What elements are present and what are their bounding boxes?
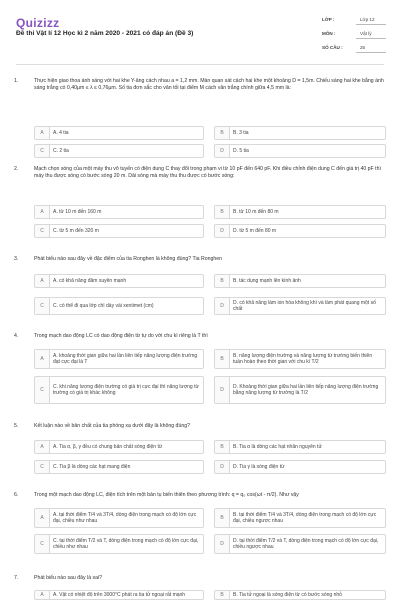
option-text: C. 2 tia [53, 147, 69, 154]
question-number: 2. [14, 166, 19, 172]
option-letter: A [35, 509, 50, 527]
option-d[interactable] [214, 297, 386, 315]
option-letter: D [215, 535, 230, 553]
option-c[interactable] [34, 534, 204, 554]
option-text: D. có khả năng làm ion hóa không khí và làm phát quang một số chất [233, 299, 376, 312]
option-d[interactable] [214, 460, 386, 474]
option-c[interactable] [34, 376, 204, 404]
option-letter: C [35, 461, 50, 473]
option-letter: D [215, 461, 230, 473]
option-text: B. Tia α là dòng các hạt nhân nguyên tử [233, 443, 322, 450]
option-text: D. 5 tia [233, 147, 249, 154]
worksheet-header [0, 0, 400, 70]
option-text: C. Tia β là dòng các hạt mang điện [53, 463, 131, 470]
option-c[interactable] [34, 224, 204, 238]
question-text: Phát biểu nào sau đây về đặc điểm của tia Ronghen là không đúng? Tia Ronghen [34, 256, 223, 262]
option-b[interactable] [214, 205, 386, 219]
option-letter: B [215, 206, 230, 218]
subject-value: Vật lý [360, 31, 372, 36]
count-value: 25 [360, 45, 366, 50]
option-text: A. từ 10 m đến 160 m [53, 208, 102, 215]
option-letter: D [215, 225, 230, 237]
question-number: 6. [14, 492, 19, 498]
option-letter: C [35, 377, 50, 403]
subject-label: MÔN : [322, 31, 336, 36]
subject-underline [356, 38, 386, 39]
option-text: D. từ 5 m đến 80 m [233, 227, 277, 234]
option-text: C. tại thời điểm T/2 và T, dòng điện trong mạch có độ lớn cực đại, chiều như nhau [53, 537, 199, 550]
option-a[interactable] [34, 274, 204, 288]
option-letter: A [35, 591, 50, 599]
option-a[interactable] [34, 508, 204, 528]
option-text: B. năng lượng điện trường và năng lượng từ trường biến thiên tuần hoàn theo thời gian với chu kì T/2 [233, 352, 373, 365]
option-text: B. tại thời điểm T/4 và 3T/4, dòng điện trong mạch có độ lớn cực đại, chiều ngược nhau [233, 511, 377, 524]
option-b[interactable] [214, 274, 386, 288]
option-d[interactable] [214, 144, 386, 158]
option-letter: B [215, 509, 230, 527]
question-number: 5. [14, 423, 19, 429]
question-number: 7. [14, 575, 19, 581]
header-divider [16, 64, 384, 65]
count-underline [356, 52, 386, 53]
option-text: D. tại thời điểm T/2 và T, dòng điện trong mạch có độ lớn cực đại, chiều ngược nhau [233, 537, 379, 550]
question-text: Trong mạch dao động LC có dao động điện từ tự do với chu kì riêng là T thì [34, 333, 208, 339]
count-label: SỐ CÂU : [322, 45, 343, 50]
option-text: D. Khoảng thời gian giữa hai lần liên tiếp năng lượng điện trường bằng năng lượng từ trường là T/2 [233, 383, 379, 396]
option-b[interactable] [214, 349, 386, 369]
option-d[interactable] [214, 376, 386, 404]
option-letter: B [215, 591, 230, 599]
option-letter: B [215, 275, 230, 287]
option-letter: C [35, 298, 50, 314]
option-text: B. Tia tử ngoại là sóng điện từ có bước sóng nhỏ [233, 591, 342, 598]
option-letter: C [35, 535, 50, 553]
option-b[interactable] [214, 508, 386, 528]
option-letter: C [35, 225, 50, 237]
option-text: B. tác dụng mạnh lên kính ảnh [233, 277, 301, 284]
option-letter: A [35, 127, 50, 139]
option-text: C. khi năng lượng điện trường có giá trị cực đại thì năng lượng từ trường có giá trị khác không [53, 383, 199, 396]
class-value: Lớp 12 [360, 17, 375, 22]
option-a[interactable] [34, 590, 204, 600]
option-letter: B [215, 441, 230, 453]
option-a[interactable] [34, 440, 204, 454]
option-a[interactable] [34, 349, 204, 369]
option-letter: B [215, 350, 230, 368]
option-letter: D [215, 377, 230, 403]
option-b[interactable] [214, 440, 386, 454]
option-a[interactable] [34, 205, 204, 219]
worksheet-title: Đề thi Vật lí 12 Học kì 2 năm 2020 - 2021 có đáp án (Đề 3) [16, 30, 194, 37]
question-number: 4. [14, 333, 19, 339]
class-label: LỚP : [322, 17, 335, 22]
option-c[interactable] [34, 460, 204, 474]
question-text: Phát biểu nào sau đây là sai? [34, 575, 103, 581]
option-letter: D [215, 145, 230, 157]
option-text: A. có khả năng đâm xuyên mạnh [53, 277, 127, 284]
option-text: D. Tia γ là sóng điện từ [233, 463, 285, 470]
option-letter: A [35, 206, 50, 218]
option-text: A. Vật có nhiệt độ trên 3000°C phát ra tia tử ngoại rất mạnh [53, 591, 186, 598]
option-text: C. từ 5 m đến 320 m [53, 227, 99, 234]
option-b[interactable] [214, 126, 386, 140]
question-number: 3. [14, 256, 19, 262]
option-letter: A [35, 441, 50, 453]
option-text: A. Tia α, β, γ đều có chung bản chất sóng điện từ [53, 443, 163, 450]
option-text: B. 3 tia [233, 129, 249, 136]
option-text: C. có thể đi qua lớp chì dày vài xentimet (cm) [53, 302, 154, 309]
option-letter: D [215, 298, 230, 314]
question-text: Kết luận nào về bản chất của tia phóng xạ dưới đây là không đúng? [34, 423, 190, 429]
class-underline [356, 24, 386, 25]
option-b[interactable] [214, 590, 386, 600]
question-text: Thực hiện giao thoa ánh sáng với hai khe Y-âng cách nhau a = 1,2 mm. Màn quan sát cách hai khe một khoảng D = 1,5m. Chiếu sáng hai khe bằng ánh sáng trắng có 0,40µm ≤ λ ≤ 0,76µm. Số tia đơn sắc cho vân tối tại điểm M cách vân trắng chính giữa 4,5 mm là: [34, 78, 384, 92]
option-text: A. 4 tia [53, 129, 69, 136]
option-d[interactable] [214, 224, 386, 238]
option-letter: A [35, 350, 50, 368]
question-text: Trong một mạch dao động LC, điện tích trên một bản tụ biến thiên theo phương trình: q = q₀ cos(ωt - π/2). Như vậy [34, 492, 299, 498]
option-letter: A [35, 275, 50, 287]
option-a[interactable] [34, 126, 204, 140]
option-text: A. tại thời điểm T/4 và 3T/4, dòng điện trong mạch có độ lớn cực đại, chiều như nhau [53, 511, 197, 524]
option-c[interactable] [34, 297, 204, 315]
option-text: A. khoảng thời gian giữa hai lần liên tiếp năng lượng điện trường đạt cực đại là T [53, 352, 198, 365]
option-text: B. từ 10 m đến 80 m [233, 208, 279, 215]
question-number: 1. [14, 78, 19, 84]
question-text: Mạch chọn sóng của một máy thu vô tuyến có điện dung C thay đổi trong phạm vi từ 10 pF đến 640 pF. Khi điều chỉnh điện dung C đến giá trị 40 pF thì máy thu được sóng có bước sóng 20 m. Dải sóng mà máy thu thu được có bước sóng: [34, 166, 381, 180]
quizizz-logo: Quizizz [16, 16, 60, 30]
option-d[interactable] [214, 534, 386, 554]
option-letter: B [215, 127, 230, 139]
option-letter: C [35, 145, 50, 157]
option-c[interactable] [34, 144, 204, 158]
